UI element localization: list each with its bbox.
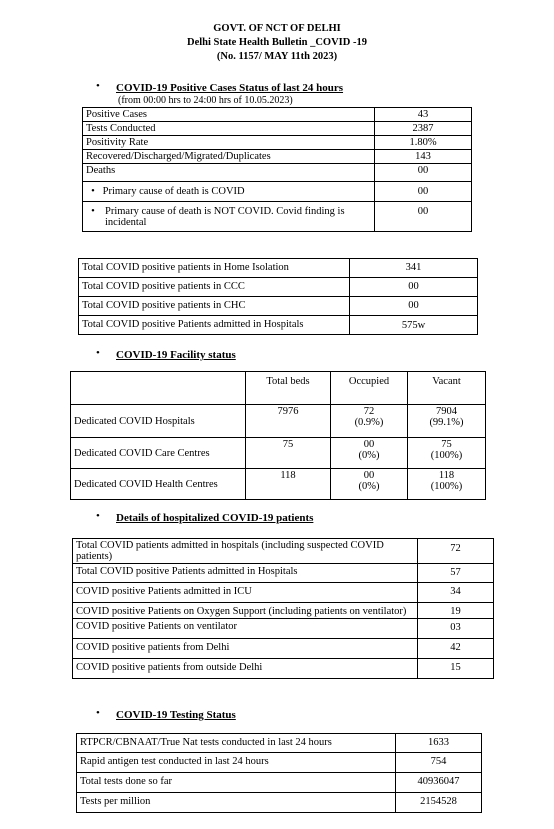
- table-row: [79, 297, 478, 316]
- section-title-facility: COVID-19 Facility status: [116, 349, 236, 361]
- header-line-3: (No. 1157/ MAY 11th 2023): [216, 51, 338, 62]
- section-title-hospitalized: Details of hospitalized COVID-19 patients: [116, 512, 314, 524]
- occupied-percent: (0%): [358, 481, 380, 492]
- row-label: Positive Cases: [83, 108, 375, 122]
- occupied-count: 72: [363, 406, 375, 417]
- table-row: [79, 316, 478, 335]
- testing-table: [76, 733, 482, 813]
- row-label: Total COVID positive patients in CCC: [79, 278, 350, 297]
- table-row: [71, 469, 486, 500]
- table-row: [71, 438, 486, 469]
- bullet-icon: •: [96, 510, 100, 522]
- table-row: [83, 182, 472, 202]
- row-label: COVID positive Patients on ventilator: [73, 619, 418, 639]
- vacant-cell: [408, 405, 486, 438]
- occupied-percent: (0.9%): [354, 417, 384, 428]
- row-value: 2387: [375, 122, 472, 136]
- occupied-count: 00: [363, 439, 375, 450]
- row-value: 72: [418, 539, 494, 564]
- row-value: 341: [350, 259, 478, 278]
- section-title-testing: COVID-19 Testing Status: [116, 709, 236, 721]
- table-row: [79, 278, 478, 297]
- row-label: Recovered/Discharged/Migrated/Duplicates: [83, 150, 375, 164]
- total-beds: 7976: [246, 405, 331, 438]
- row-value: 19: [418, 603, 494, 619]
- bullet-icon: •: [96, 80, 100, 92]
- row-label: Dedicated COVID Health Centres: [71, 469, 246, 500]
- table-row: [73, 583, 494, 603]
- row-label: Total tests done so far: [77, 773, 396, 793]
- column-header-vacant: Vacant: [408, 372, 486, 405]
- row-label: [83, 182, 375, 202]
- row-label: COVID positive Patients admitted in ICU: [73, 583, 418, 603]
- row-label: Dedicated COVID Hospitals: [71, 405, 246, 438]
- row-value: 00: [375, 202, 472, 232]
- vacant-percent: (100%): [430, 481, 463, 492]
- row-value: 00: [350, 297, 478, 316]
- bullet-icon: •: [91, 206, 95, 217]
- row-label: RTPCR/CBNAAT/True Nat tests conducted in last 24 hours: [77, 734, 396, 753]
- row-value: 1.80%: [375, 136, 472, 150]
- vacant-cell: [408, 469, 486, 500]
- bullet-icon: •: [96, 347, 100, 359]
- row-value: 00: [375, 182, 472, 202]
- vacant-count: 118: [438, 470, 455, 481]
- cases-time-note: (from 00:00 hrs to 24:00 hrs of 10.05.2023): [118, 95, 293, 106]
- row-value: 1633: [396, 734, 482, 753]
- table-header-row: [71, 372, 486, 405]
- facility-table: [70, 371, 486, 500]
- column-header-occupied: Occupied: [331, 372, 408, 405]
- row-value: 575w: [350, 316, 478, 335]
- row-label: Positivity Rate: [83, 136, 375, 150]
- row-label: Tests per million: [77, 793, 396, 813]
- row-label: Tests Conducted: [83, 122, 375, 136]
- table-row: [83, 202, 472, 232]
- vacant-cell: [408, 438, 486, 469]
- occupied-cell: [331, 405, 408, 438]
- header-line-1: GOVT. OF NCT OF DELHI: [213, 23, 341, 34]
- row-label: Deaths: [83, 164, 375, 182]
- table-row: [73, 539, 494, 564]
- table-row: [71, 405, 486, 438]
- table-row: [83, 136, 472, 150]
- table-row: [83, 164, 472, 182]
- table-row: [83, 108, 472, 122]
- table-row: [73, 659, 494, 679]
- table-row: [83, 150, 472, 164]
- row-label: Total COVID positive patients in CHC: [79, 297, 350, 316]
- row-label-text: Primary cause of death is NOT COVID. Covid finding is incidental: [105, 206, 345, 228]
- row-value: 43: [375, 108, 472, 122]
- row-value: 15: [418, 659, 494, 679]
- table-row: [73, 564, 494, 583]
- row-value: 754: [396, 753, 482, 773]
- row-label: Rapid antigen test conducted in last 24 hours: [77, 753, 396, 773]
- row-label: [83, 202, 375, 232]
- occupied-cell: [331, 469, 408, 500]
- vacant-percent: (99.1%): [429, 417, 464, 428]
- table-row: [77, 793, 482, 813]
- row-value: 40936047: [396, 773, 482, 793]
- table-row: [73, 619, 494, 639]
- header-blank-cell: [71, 372, 246, 405]
- isolation-table: [78, 258, 478, 335]
- row-label: COVID positive Patients on Oxygen Support (including patients on ventilator): [73, 603, 418, 619]
- table-row: [77, 773, 482, 793]
- row-label: COVID positive patients from Delhi: [73, 639, 418, 659]
- cases-table: [82, 107, 472, 232]
- table-row: [73, 639, 494, 659]
- occupied-cell: [331, 438, 408, 469]
- vacant-percent: (100%): [430, 450, 463, 461]
- table-row: [77, 734, 482, 753]
- row-value: 00: [350, 278, 478, 297]
- header-line-2: Delhi State Health Bulletin _COVID -19: [187, 37, 367, 48]
- occupied-count: 00: [363, 470, 375, 481]
- occupied-percent: (0%): [358, 450, 380, 461]
- row-label: COVID positive patients from outside Delhi: [73, 659, 418, 679]
- table-row: [79, 259, 478, 278]
- row-label-text: Primary cause of death is COVID: [102, 186, 245, 197]
- table-row: [83, 122, 472, 136]
- table-row: [73, 603, 494, 619]
- total-beds: 75: [246, 438, 331, 469]
- row-value: 2154528: [396, 793, 482, 813]
- total-beds: 118: [246, 469, 331, 500]
- row-label: Total COVID patients admitted in hospitals (including suspected COVID patients): [73, 539, 418, 564]
- table-row: [77, 753, 482, 773]
- row-value: 57: [418, 564, 494, 583]
- vacant-count: 75: [441, 439, 452, 450]
- row-value: 00: [375, 164, 472, 182]
- bulletin-header: [0, 22, 554, 64]
- column-header-total: Total beds: [246, 372, 331, 405]
- section-title-cases: COVID-19 Positive Cases Status of last 24 hours: [116, 82, 344, 94]
- row-label: Total COVID positive Patients admitted in Hospitals: [73, 564, 418, 583]
- row-label: Total COVID positive patients in Home Isolation: [79, 259, 350, 278]
- row-label: Total COVID positive Patients admitted in Hospitals: [79, 316, 350, 335]
- row-label: Dedicated COVID Care Centres: [71, 438, 246, 469]
- bullet-icon: •: [91, 186, 95, 197]
- hospitalized-table: [72, 538, 494, 679]
- row-value: 42: [418, 639, 494, 659]
- bullet-icon: •: [96, 707, 100, 719]
- row-value: 34: [418, 583, 494, 603]
- row-value: 03: [418, 619, 494, 639]
- row-value: 143: [375, 150, 472, 164]
- vacant-count: 7904: [436, 406, 457, 417]
